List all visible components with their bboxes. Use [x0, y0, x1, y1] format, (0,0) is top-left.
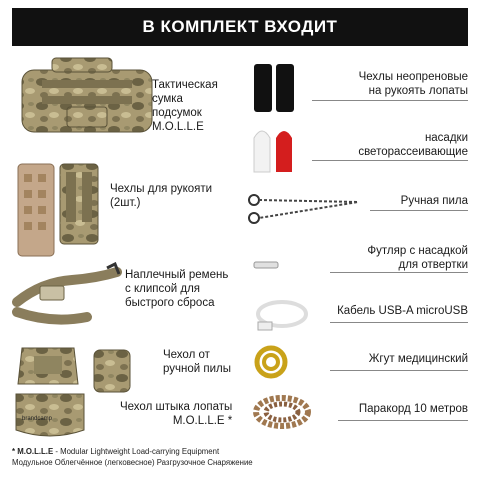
diffuser-tips-image — [250, 124, 302, 174]
divider — [330, 370, 468, 371]
shoulder-strap-image — [12, 262, 122, 334]
label-shovel-blade-case: Чехол штыка лопаты M.O.L.L.E * — [120, 401, 233, 427]
label-paracord: Паракорд 10 метров — [358, 403, 468, 415]
tactical-bag-image — [12, 52, 162, 140]
brand-watermark: brandcamp — [22, 416, 53, 422]
label-tourniquet: Жгут медицинский — [368, 353, 468, 365]
label-screwdriver-case: Футляр с насадкой для отвертки — [367, 245, 468, 271]
tourniquet-image — [250, 344, 292, 380]
footnote-translation: Модульное Облегчённое (легковесное) Разгрузочное Снаряжение — [12, 458, 253, 467]
label-shoulder-strap: Наплечный ремень с клипсой для быстрого сброса — [125, 269, 229, 309]
divider — [330, 272, 468, 273]
shovel-blade-case-image — [12, 392, 88, 442]
hand-saw-image — [246, 190, 364, 226]
paracord-image — [248, 390, 328, 436]
footnote-definition: - Modular Lightweight Load-carrying Equipment — [53, 447, 220, 456]
divider — [312, 160, 468, 161]
divider — [312, 100, 468, 101]
label-diffuser-tips: насадки светорассеивающие — [358, 132, 468, 158]
banner-title: В КОМПЛЕКТ ВХОДИТ — [142, 17, 338, 36]
saw-case-image — [12, 344, 84, 390]
label-saw-case: Чехол от ручной пилы — [163, 349, 232, 375]
divider — [330, 322, 468, 323]
footnote — [12, 446, 253, 468]
label-handle-covers: Чехлы для рукояти (2шт.) — [110, 183, 213, 209]
neoprene-covers-image — [252, 62, 296, 114]
divider — [370, 210, 468, 211]
label-usb-cable: Кабель USB-A microUSB — [337, 305, 468, 317]
label-neoprene-covers: Чехлы неопреновые на рукоять лопаты — [358, 71, 468, 97]
divider — [338, 420, 468, 421]
handle-covers-image — [14, 160, 104, 260]
label-tactical-bag: Тактическая сумка подсумок M.O.L.L.E — [152, 79, 218, 133]
screwdriver-case-image — [252, 258, 280, 272]
usb-cable-image — [252, 294, 312, 338]
label-hand-saw: Ручная пила — [400, 195, 468, 207]
footnote-term: * M.O.L.L.E — [12, 447, 54, 456]
section-banner — [12, 8, 468, 46]
saw-pouch-image — [92, 348, 132, 394]
